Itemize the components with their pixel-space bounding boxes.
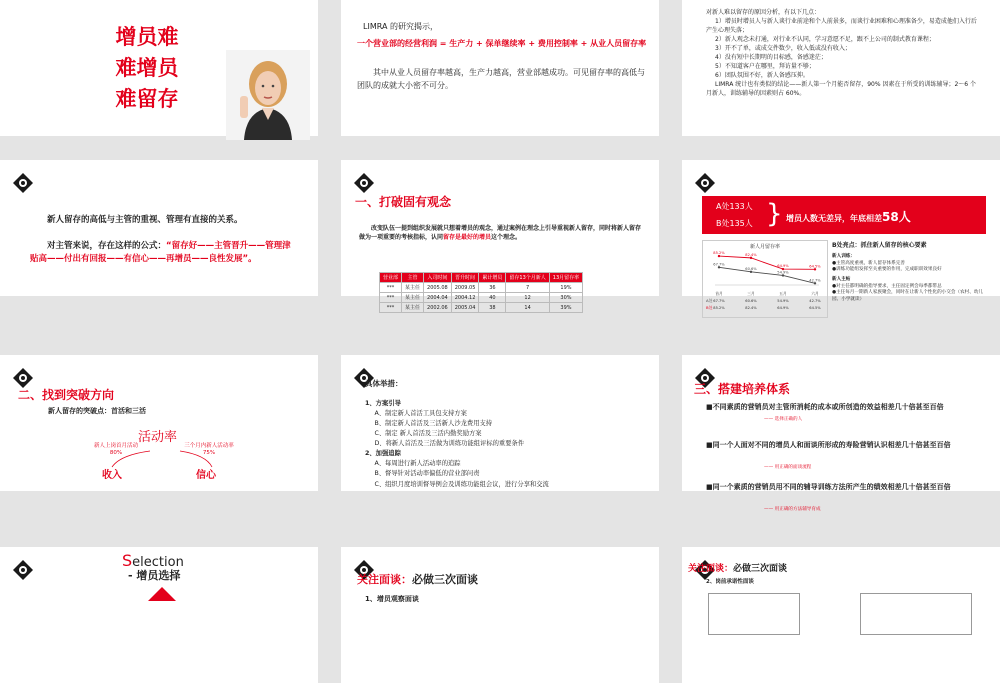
- category-label: 五月: [779, 291, 787, 296]
- company-logo-icon: [12, 172, 34, 194]
- highlight-line: 新人主帖: [832, 276, 851, 282]
- slide-11[interactable]: [341, 547, 659, 683]
- measure-line: D、将新人首活及三活做为训练功能组评标的重要条件: [374, 440, 525, 448]
- category-label: 首月: [715, 291, 723, 296]
- series-line-1: [719, 256, 815, 269]
- table-value: 85.2%: [713, 306, 725, 310]
- three-month-label: 三个月内新人活动率 75%: [184, 443, 234, 457]
- paragraph-1: 新人留存的高低与主管的重视、管理有直接的关系。: [47, 215, 243, 225]
- category-label: 六月: [811, 291, 819, 296]
- data-point: [814, 268, 816, 270]
- businesswoman-photo: [226, 50, 310, 140]
- formula-quote: “留存好——主管晋升——管理津贴高——付出有回报——有信心——再增员——良性发展”。: [30, 241, 291, 265]
- table-cell: 2004.04: [424, 293, 452, 303]
- reason-line: 3）开不了单，或成交件数少，收入低或没有收入；: [715, 45, 851, 52]
- data-point: [750, 257, 752, 259]
- slide-7[interactable]: [0, 355, 318, 491]
- system-tag-2: —— 用正确的面谈流程: [764, 465, 812, 470]
- legend-label: A处: [706, 298, 713, 303]
- table-cell: 38: [479, 303, 506, 313]
- table-value: 42.7%: [809, 299, 821, 303]
- data-label: 82.4%: [745, 252, 757, 257]
- title-rest: election: [132, 555, 184, 570]
- column-header: 累计增员: [479, 273, 506, 283]
- data-label: 64.9%: [777, 264, 789, 269]
- measure-line: C、制定 新人首活及三活内勤奖励方案: [374, 430, 482, 438]
- data-label: 54.9%: [777, 270, 789, 275]
- title-line-2: 难增员: [115, 56, 179, 80]
- data-label: 64.5%: [809, 264, 821, 269]
- measure-line: 1、方案引导: [365, 400, 401, 407]
- table-cell: ***: [380, 303, 402, 313]
- data-label: 85.2%: [713, 251, 725, 256]
- reason-line: 6）团队氛围不好，新人备感压抑。: [715, 72, 809, 79]
- highlight-line: ●训练功能组发挥至关重要的作用，完成职训效果良好: [832, 267, 942, 273]
- system-tag-1: —— 选择正确的人: [764, 417, 803, 422]
- table-row: [380, 283, 583, 293]
- measure-line: 2、加强追踪: [365, 450, 401, 458]
- slide-8[interactable]: [341, 355, 659, 491]
- table-cell: 2002.06: [424, 303, 452, 313]
- formula-prefix: 对主管来说，存在这样的公式：: [47, 241, 167, 251]
- paragraph-2: [30, 240, 292, 266]
- data-point: [782, 274, 784, 276]
- title-line-3: 难留存: [115, 87, 179, 111]
- banner-a: A处133人: [716, 202, 753, 211]
- system-item-2: ■同一个人面对不同的增员人和面谈所形成的寿险营销认识相差几十倍甚至百倍: [706, 441, 951, 449]
- data-label: 67.7%: [713, 262, 725, 267]
- branch-connector: [0, 355, 318, 491]
- intro-line: LIMRA 的研究揭示，: [363, 22, 438, 31]
- measure-line: C、组织月度培训督导例会及训练功能组会议，进行分享和交流: [374, 480, 549, 488]
- slide-10[interactable]: [0, 547, 318, 683]
- reasons-list: [706, 8, 980, 98]
- reason-line: 4）没有短中长期明的目标感，备感迷茫；: [715, 54, 827, 61]
- measures-list: [365, 399, 651, 490]
- title-red-part: 关注面谈：: [688, 564, 734, 574]
- title-black-part: 必做三次面谈: [412, 573, 478, 586]
- banner-number: 58人: [882, 210, 911, 224]
- measure-line: A、制定新人首活工具包支持方案: [374, 410, 467, 418]
- chart-title: 新人月留存率: [749, 244, 780, 250]
- table-value: 82.4%: [745, 306, 757, 310]
- slide-heading: 三、搭建培养体系: [694, 382, 791, 396]
- concept-body: [359, 224, 641, 242]
- slide-heading: 二、找到突破方向: [18, 388, 115, 402]
- red-triangle-icon: [148, 587, 176, 601]
- highlight-title: B处亮点：抓住新人留存的核心要素: [832, 242, 927, 249]
- slide-1[interactable]: [0, 0, 318, 136]
- data-point: [750, 271, 752, 273]
- table-cell: 40: [479, 293, 506, 303]
- banner-label: 增员人数无差异，年底相差: [786, 214, 882, 223]
- reason-line: LIMRA 统计也有类似的结论——新人第一个月能否留存，90% 因素在于所受的训练辅导；2～6 个月新人，训练辅导的因素则占 60%。: [706, 81, 977, 97]
- slide-2[interactable]: [341, 0, 659, 136]
- selection-title: [122, 551, 184, 570]
- highlight-line: ●主管高度重视，新人留存体系完善: [832, 260, 905, 266]
- table-cell: 19%: [549, 283, 582, 293]
- company-logo-icon: [694, 172, 716, 194]
- table-cell: 某主任: [402, 303, 424, 313]
- retention-case-table: [379, 272, 583, 313]
- table-cell: 7: [506, 283, 549, 293]
- measure-line: B、制定新人首活及三活新人沙龙费用支持: [374, 420, 493, 428]
- data-point: [782, 268, 784, 270]
- reason-line: 2）新人观念未打通，对行业不认同，学习意愿不足，跟不上公司的制式教育课程；: [715, 36, 935, 43]
- table-cell: 某主任: [402, 293, 424, 303]
- interview-line: 2、岗前承诺性面谈: [706, 579, 754, 585]
- column-header: 13月留存率: [549, 273, 582, 283]
- measure-line: A、每周进行新人活动率的追踪: [374, 460, 461, 468]
- table-cell: 30%: [549, 293, 582, 303]
- table-header-row: [380, 273, 583, 283]
- highlight-line: 新人训练：: [832, 254, 855, 259]
- selection-subtitle: - 增员选择: [128, 569, 181, 582]
- measures-heading: 具体举措：: [365, 379, 403, 388]
- table-cell: 2005.04: [451, 303, 479, 313]
- company-logo-icon: [353, 172, 375, 194]
- table-cell: ***: [380, 293, 402, 303]
- column-header: 入司时间: [424, 273, 452, 283]
- system-item-1: ■不同素质的营销员对主管所消耗的成本或所创造的效益相差几十倍甚至百倍: [706, 403, 944, 411]
- data-label: 42.7%: [809, 278, 821, 283]
- reason-line: 5）不知道客户在哪里，拜访量不够；: [715, 63, 815, 70]
- slide-subtitle: 新人留存的突破点：首活和三活: [48, 407, 146, 415]
- title-black-part: 必做三次面谈: [733, 564, 788, 574]
- slide-6[interactable]: [682, 160, 1000, 310]
- interview-line: 1、增员观察面谈: [365, 595, 419, 603]
- retention-chart-panel: [702, 240, 828, 318]
- body-part-a: 改变队伍一提到组织发展就只想着增员的观念，通过案例在理念上引导重视新人留存，同时将新人留存做为一项重要的考核指标，认同: [359, 225, 642, 241]
- table-row: [380, 303, 583, 313]
- column-header: 留存13个月新人: [506, 273, 549, 283]
- slide-9[interactable]: [682, 355, 1000, 512]
- title-red-part: 关注面谈：: [357, 573, 412, 586]
- table-cell: 某主任: [402, 283, 424, 293]
- content-box: [708, 593, 800, 635]
- legend-label: B处: [706, 305, 713, 310]
- series-line-0: [719, 267, 815, 283]
- column-header: 主管: [402, 273, 424, 283]
- table-cell: 14: [506, 303, 549, 313]
- system-item-3: ■同一个素质的营销员用不同的辅导训练方法所产生的绩效相差几十倍甚至百倍: [706, 483, 951, 491]
- slide-title: [102, 22, 192, 115]
- title-line-1: 增员难: [115, 25, 179, 49]
- confidence-label: 信心: [196, 470, 216, 481]
- table-cell: 2009.05: [451, 283, 479, 293]
- first-month-label: 新人上岗首月活动 80%: [93, 443, 138, 457]
- reason-line: 1）增员时增员人与新人谈行业前途和个人前景多，而谈行业困难和心理准备少，易造成他们入行后产生心理失落；: [706, 18, 977, 34]
- measure-line: B、督导针对活动率偏低的营业部问责: [374, 470, 480, 478]
- slide-5[interactable]: [341, 160, 659, 311]
- slide-4[interactable]: [0, 160, 318, 296]
- body-highlight: 留存是最好的增员: [443, 234, 492, 241]
- table-cell: 2005.08: [424, 283, 452, 293]
- highlight-line: ●主任每月一期新人家族聚会，同时在让新人个性化的小交会（农村、幼儿园、小学就读）: [832, 290, 984, 302]
- table-value: 64.9%: [777, 306, 789, 310]
- data-point: [718, 255, 720, 257]
- table-row: [380, 293, 583, 303]
- slide-12[interactable]: [682, 547, 1000, 683]
- retention-line-chart: [703, 241, 827, 315]
- table-cell: 39%: [549, 303, 582, 313]
- banner-text: [786, 208, 911, 225]
- banner-b: B处135人: [716, 219, 753, 228]
- slide-3[interactable]: [682, 0, 1000, 136]
- table-value: 64.5%: [809, 306, 821, 310]
- profit-formula: 一个营业部的经营利润 = 生产力 + 保单继续率 + 费用控制率 + 从业人员留存率: [357, 39, 647, 48]
- highlight-list: [832, 254, 990, 304]
- column-header: 晋升时间: [451, 273, 479, 283]
- table-cell: 36: [479, 283, 506, 293]
- income-label: 收入: [102, 470, 122, 481]
- table-cell: 12: [506, 293, 549, 303]
- table-value: 54.9%: [777, 299, 789, 303]
- content-box: [860, 593, 972, 635]
- comparison-banner: [702, 196, 986, 234]
- title-initial: S: [122, 551, 133, 570]
- data-point: [718, 266, 720, 268]
- body-part-c: 这个理念。: [491, 234, 522, 241]
- data-label: 60.6%: [745, 266, 757, 271]
- system-tag-3: —— 用正确的方法辅导育成: [764, 507, 821, 512]
- slide-heading: 一、打破固有观念: [355, 195, 452, 209]
- interview-title: [357, 573, 478, 588]
- table-value: 67.7%: [713, 299, 725, 303]
- reason-line: 对新人难以留存的原因分析，有以下几点：: [706, 9, 821, 16]
- category-label: 三月: [747, 291, 755, 296]
- company-logo-icon: [12, 559, 34, 581]
- table-cell: ***: [380, 283, 402, 293]
- table-value: 60.6%: [745, 299, 757, 303]
- table-cell: 2004.12: [451, 293, 479, 303]
- retention-body: 其中从业人员留存率越高，生产力越高，营业部越成功。可见留存率的高低与团队的成就大小密不可分。: [357, 68, 645, 91]
- data-point: [814, 282, 816, 284]
- highlight-line: ●对主任都明确的指导要求，主任固定例会每季都带总: [832, 283, 942, 289]
- activity-rate-label: 活动率: [138, 430, 178, 445]
- column-header: 营业部: [380, 273, 402, 283]
- brace-icon: }: [766, 199, 783, 229]
- interview-title: [688, 563, 787, 575]
